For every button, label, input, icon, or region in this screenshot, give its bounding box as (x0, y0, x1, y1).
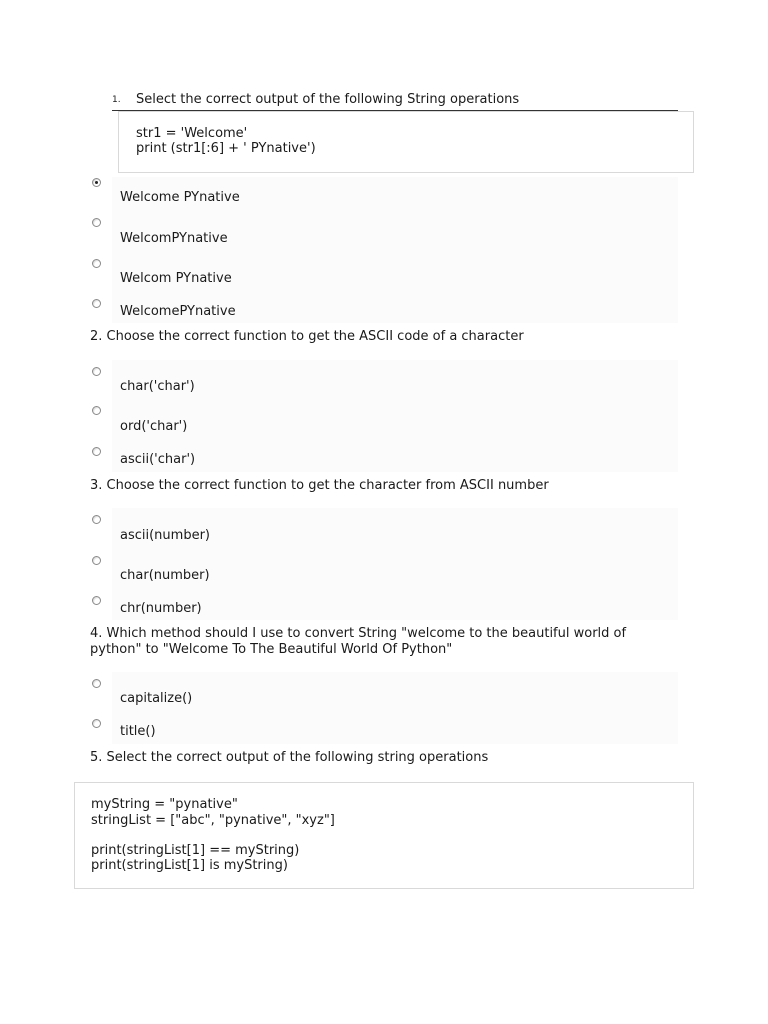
q1-option-2-label: WelcomPYnative (120, 231, 228, 246)
q4-option-1-radio[interactable] (92, 679, 101, 688)
q1-option-3-label: Welcom PYnative (120, 271, 232, 286)
code-line: str1 = 'Welcome' (136, 126, 248, 141)
question-1-header (112, 92, 678, 111)
question-5-text: 5. Select the correct output of the following string operations (90, 750, 489, 765)
code-line: print (str1[:6] + ' PYnative') (136, 141, 316, 156)
code-line: print(stringList[1] == myString) (91, 843, 300, 858)
question-4-options-area (112, 672, 678, 744)
q1-option-4-radio[interactable] (92, 299, 101, 308)
q3-option-1-radio[interactable] (92, 515, 101, 524)
q2-option-2-radio[interactable] (92, 406, 101, 415)
q1-option-1-label: Welcome PYnative (120, 190, 240, 205)
question-1-code-block (118, 111, 694, 173)
q3-option-3-label: chr(number) (120, 601, 202, 616)
q2-option-3-label: ascii('char') (120, 452, 196, 467)
q1-option-3-radio[interactable] (92, 259, 101, 268)
q4-option-1-label: capitalize() (120, 691, 193, 706)
q1-option-2-radio[interactable] (92, 218, 101, 227)
code-line: myString = "pynative" (91, 797, 238, 812)
code-line: stringList = ["abc", "pynative", "xyz"] (91, 813, 335, 828)
question-1-text: Select the correct output of the following String operations (136, 92, 520, 107)
q3-option-2-label: char(number) (120, 568, 210, 583)
q2-option-1-label: char('char') (120, 379, 195, 394)
question-5-code-block (74, 782, 694, 889)
q3-option-3-radio[interactable] (92, 596, 101, 605)
q1-option-4-label: WelcomePYnative (120, 304, 236, 319)
question-2-options-area (112, 360, 678, 472)
q3-option-2-radio[interactable] (92, 556, 101, 565)
q3-option-1-label: ascii(number) (120, 528, 210, 543)
question-4-text-line-1: 4. Which method should I use to convert String "welcome to the beautiful world of (90, 626, 627, 641)
q4-option-2-label: title() (120, 724, 156, 739)
q4-option-2-radio[interactable] (92, 719, 101, 728)
q1-option-1-radio[interactable] (92, 178, 101, 187)
question-2-text: 2. Choose the correct function to get the ASCII code of a character (90, 329, 524, 344)
question-1-number: 1. (112, 95, 121, 105)
q2-option-1-radio[interactable] (92, 367, 101, 376)
q2-option-2-label: ord('char') (120, 419, 188, 434)
question-3-text: 3. Choose the correct function to get the character from ASCII number (90, 478, 549, 493)
code-line: print(stringList[1] is myString) (91, 858, 288, 873)
q2-option-3-radio[interactable] (92, 447, 101, 456)
question-4-text-line-2: python" to "Welcome To The Beautiful World Of Python" (90, 642, 453, 657)
